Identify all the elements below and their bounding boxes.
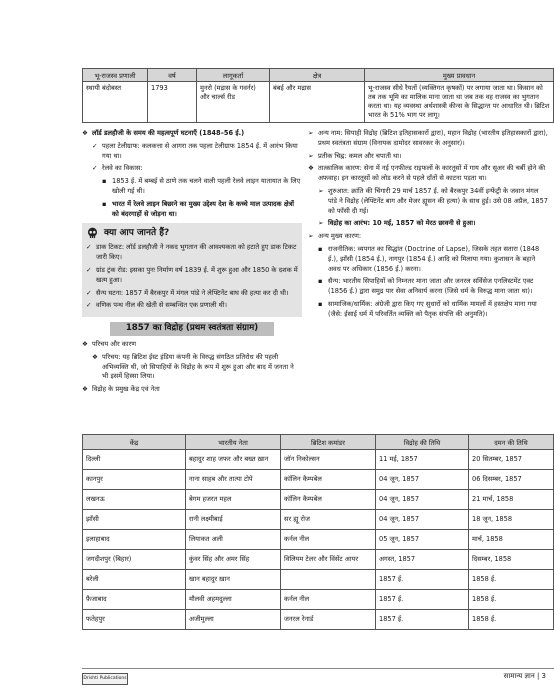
bullet-icon: ❖ xyxy=(82,129,88,137)
bullet-icon: ❖ xyxy=(308,164,314,173)
arrow-icon: ➢ xyxy=(318,186,324,195)
table-cell: नाना साहब और तात्या टोपे xyxy=(186,470,281,490)
list-text: भारत में रेलवे लाइन बिछाने का मुख्य उद्देश्य देश के कच्चे माल उत्पादक क्षेत्रों को बंदरगाहों से जोड़ना था। xyxy=(112,199,294,218)
table-cell: बेगम हजरत महल xyxy=(186,490,281,510)
list-item xyxy=(308,129,548,149)
header-cell: ब्रिटिश कमांडर xyxy=(281,435,376,450)
table-row xyxy=(83,510,554,530)
check-icon: ✓ xyxy=(86,288,92,297)
table-cell: मौलवी अहमदुल्ला xyxy=(186,590,281,610)
table-cell: जगदीशपुर (बिहार) xyxy=(83,550,186,570)
list-item xyxy=(82,200,302,220)
table-row xyxy=(83,490,554,510)
arrow-icon: ➢ xyxy=(318,219,324,228)
table-cell: सर ह्यू रोज xyxy=(281,510,376,530)
header-cell: मुख्य प्रावधान xyxy=(365,69,554,82)
table-cell: रानी लक्ष्मीबाई xyxy=(186,510,281,530)
section-heading: लॉर्ड डलहौजी के समय की महत्वपूर्ण घटनाएँ (1848–56 ई.) xyxy=(92,129,245,137)
list-text: राजनीतिक: व्यपगत का सिद्धांत (Doctrine of Lapse), जिसके तहत सतारा (1848 ई.), झाँसी (1854 ई.), नागपुर (1854 ई.) आदि को मिलाया गया। कुशासन के बहाने अवध पर अधिकार (1856 ई.) करना। xyxy=(328,244,540,273)
footer-divider xyxy=(82,668,554,669)
list-item xyxy=(308,219,548,229)
table-cell: दिसम्बर, 1858 xyxy=(469,550,554,570)
list-text: डाक टिकट: लॉर्ड डलहौजी ने नकद भुगतान की आवश्यकता को हटाते हुए डाक टिकट जारी किए। xyxy=(96,243,297,262)
arrow-icon: ➢ xyxy=(308,232,314,241)
header-cell: क्षेत्र xyxy=(270,69,365,82)
list-item xyxy=(308,152,548,162)
table-cell: विलियम टेलर और विंसेंट आयर xyxy=(281,550,376,570)
revenue-table xyxy=(82,68,554,123)
table-cell: बंबई और मद्रास xyxy=(270,82,365,123)
table-cell: 1793 xyxy=(148,82,197,123)
list-item xyxy=(82,340,302,350)
table-cell: स्थायी बंदोबस्त xyxy=(83,82,148,123)
list-text: रेलवे का विकास: xyxy=(102,164,143,173)
header-cell: भू-राजस्व प्रणाली xyxy=(83,69,148,82)
list-item xyxy=(308,245,548,274)
header-cell: वर्ष xyxy=(148,69,197,82)
list-item xyxy=(82,129,302,139)
table-cell: 1857 ई. xyxy=(376,590,469,610)
bullet-icon: ❖ xyxy=(82,385,88,394)
list-item xyxy=(82,353,302,382)
table-cell: 04 जून, 1857 xyxy=(376,470,469,490)
list-text: विद्रोह के प्रमुख केंद्र एवं नेता xyxy=(92,385,160,394)
publisher-logo: Drishti Publications xyxy=(82,673,128,685)
list-item xyxy=(308,300,548,320)
table-cell: 1857 ई. xyxy=(376,570,469,590)
table-cell: 04 जून, 1857 xyxy=(376,490,469,510)
table-row xyxy=(83,82,554,123)
list-text: पहला टेलीग्राफ: कलकत्ता से आगरा तक पहला टेलीग्राफ 1854 ई. में आरंभ किया गया था। xyxy=(102,141,298,160)
header-cell: भारतीय नेता xyxy=(186,435,281,450)
square-bullet-icon: ▪ xyxy=(318,244,323,253)
right-column xyxy=(308,129,548,323)
check-icon: ✓ xyxy=(86,301,92,310)
table-cell: 1858 ई. xyxy=(469,570,554,590)
list-item xyxy=(308,187,548,216)
list-text: वणिक पन्थ नील की खेती से सम्बन्धित एक प्रणाली थी। xyxy=(96,301,227,310)
list-text: 1853 ई. में बम्बई से ठाणे तक चलने वाली पहली रेलवे लाइन यातायात के लिए खोली गई थी। xyxy=(112,177,301,195)
table-cell: कर्नल नील xyxy=(281,590,376,610)
revolt-table xyxy=(82,434,554,630)
table-cell: 21 मार्च, 1858 xyxy=(469,490,554,510)
list-item xyxy=(86,301,298,311)
table-cell: मुनरो (मद्रास के गवर्नर) और चार्ल्स रीड xyxy=(197,82,270,123)
check-icon: ✓ xyxy=(92,141,98,150)
table-cell xyxy=(281,570,376,590)
list-item xyxy=(308,277,548,297)
table-cell: 04 जून, 1857 xyxy=(376,510,469,530)
box-title-text: क्या आप जानते हैं? xyxy=(104,227,170,238)
square-bullet-icon: ▪ xyxy=(102,177,107,186)
arrow-icon: ➢ xyxy=(308,151,314,160)
header-cell: विद्रोह की तिथि xyxy=(376,435,469,450)
header-cell: लागूकर्ता xyxy=(197,69,270,82)
table-cell: लियाकत अली xyxy=(186,530,281,550)
list-item xyxy=(308,232,548,242)
table-cell: बहादुर शाह जफर और बख्त ख़ान xyxy=(186,450,281,470)
table-cell: फ़ैजाबाद xyxy=(83,590,186,610)
table-cell: कुंवर सिंह और अमर सिंह xyxy=(186,550,281,570)
table-body xyxy=(83,450,554,630)
list-text: परिचय: यह ब्रिटिश ईस्ट इंडिया कंपनी के विरुद्ध संगठित प्रतिरोध की पहली अभिव्यक्ति थी, जो सिपाहियों के विद्रोह के रूप में शुरू हुआ और बाद में जनता ने भी इसमें हिस्सा लिया। xyxy=(102,352,294,381)
arrow-icon: ➢ xyxy=(308,129,314,137)
table-cell: इलाहाबाद xyxy=(83,530,186,550)
list-text: सैन्य घटना: 1857 में बैरकपुर में मंगल पांडे ने लेफ्टिनेंट बाघ की हत्या कर दी थी। xyxy=(96,288,289,297)
table-row xyxy=(83,590,554,610)
table-cell: कॉलिन कैम्पबेल xyxy=(281,490,376,510)
diamond-icon: ❖ xyxy=(92,352,98,361)
table-cell: अगस्त, 1857 xyxy=(376,550,469,570)
check-icon: ✓ xyxy=(86,243,92,252)
table-header xyxy=(83,69,554,82)
check-icon: ✓ xyxy=(92,164,98,173)
list-text: ग्रांड ट्रंक रोड: इसका पुनः निर्माण वर्ष 1839 ई. में शुरू हुआ और 1850 के दशक में खत्म हुआ। xyxy=(96,265,298,284)
square-bullet-icon: ▪ xyxy=(318,277,323,286)
square-bullet-icon: ▪ xyxy=(102,199,107,208)
table-row xyxy=(83,470,554,490)
check-icon: ✓ xyxy=(86,265,92,274)
list-item xyxy=(82,142,302,162)
did-you-know-box xyxy=(82,223,302,317)
list-item xyxy=(86,289,298,299)
list-item xyxy=(82,177,302,197)
table-cell: 1858 ई. xyxy=(469,590,554,610)
table-row xyxy=(83,450,554,470)
table-cell: कॉलिन कैम्पबेल xyxy=(281,470,376,490)
table-row xyxy=(83,570,554,590)
table-row xyxy=(83,550,554,570)
square-bullet-icon: ▪ xyxy=(318,299,323,308)
bullet-icon: ❖ xyxy=(82,339,88,348)
page-number: सामान्य ज्ञान | 3 xyxy=(503,672,546,680)
table-header xyxy=(83,435,554,450)
list-text: परिचय और कारण xyxy=(92,339,137,348)
list-item xyxy=(308,164,548,184)
header-cell: दमन की तिथि xyxy=(469,435,554,450)
table-row xyxy=(83,530,554,550)
table-cell: जनरल रेनार्ड xyxy=(281,610,376,630)
table-cell: झाँसी xyxy=(83,510,186,530)
table-cell: अजीमुल्ला xyxy=(186,610,281,630)
table-cell: दिल्ली xyxy=(83,450,186,470)
table-row xyxy=(83,610,554,630)
section-banner: 1857 का विद्रोह (प्रथम स्वतंत्रता संग्राम) xyxy=(110,322,274,336)
table-cell: 06 दिसम्बर, 1857 xyxy=(469,470,554,490)
table-cell: खान बहादुर ख़ान xyxy=(186,570,281,590)
list-text: अन्य नाम: सिपाही विद्रोह (ब्रिटिश इतिहासकारों द्वारा), महान विद्रोह (भारतीय इतिहासकारों द्वारा), प्रथम स्वतंत्रता संग्राम (विनायक दामोदर सावरकर के अनुसार)। xyxy=(318,129,548,147)
list-item xyxy=(86,243,298,263)
table-cell: कर्नल नील xyxy=(281,530,376,550)
table-cell: 11 मई, 1857 xyxy=(376,450,469,470)
list-text: प्रतीक चिह्न: कमल और चपाती था। xyxy=(318,151,402,160)
table-cell: 05 जून, 1857 xyxy=(376,530,469,550)
table-cell: जॉन निकोल्सन xyxy=(281,450,376,470)
table-cell: फतेहपुर xyxy=(83,610,186,630)
table-cell: 20 सितम्बर, 1857 xyxy=(469,450,554,470)
table-cell: 18 जून, 1858 xyxy=(469,510,554,530)
table-cell: 1857 ई. xyxy=(376,610,469,630)
left-column xyxy=(82,129,302,398)
table-cell: मार्च, 1858 xyxy=(469,530,554,550)
list-text: शुरुआत: क्रांति की चिंगारी 29 मार्च 1857 ई. को बैरकपुर 34वीं इन्फेंट्री के जवान मंगल पांडे ने विद्रोह (लेफ्टिनेंट बाग और मेजर ह्यूसन की हत्या) के साथ हुई। उसे 08 अप्रैल, 1857 को फाँसी दी गई। xyxy=(328,186,548,215)
list-text: सामाजिक/धार्मिक: अंग्रेजी द्वारा किए गए सुधारों को धार्मिक मामलों में हस्तक्षेप माना गया (जैसे: ईसाई धर्म में परिवर्तित व्यक्ति को पैतृक संपत्ति की अनुमति)। xyxy=(328,299,537,318)
list-text: विद्रोह का आरंभ: 10 मई, 1857 को मेरठ छावनी से हुआ। xyxy=(328,219,476,228)
table-cell: भू-राजस्व सीधे रैयतों (व्यक्तिगत कृषकों) पर लगाया जाता था। किसान को तब तक भूमि का मालिक माना जाता था जब तक वह राजस्व का भुगतान करता था। यह व्यवस्था अर्थशास्त्री कीन्स के सिद्धान्त पर आधारित थी। ब्रिटिश भारत के 51% भाग पर लागू। xyxy=(365,82,554,123)
list-item xyxy=(86,266,298,286)
table-cell: कानपुर xyxy=(83,470,186,490)
table-cell: लखनऊ xyxy=(83,490,186,510)
header-cell: केंद्र xyxy=(83,435,186,450)
box-title xyxy=(86,227,298,240)
list-text: तात्कालिक कारण: सेना में नई एनफील्ड राइफलों के कारतूसों में गाय और सूअर की चर्बी होने की अफवाह। इन कारतूसों को लोड करने से पहले दाँतों से काटना पड़ता था। xyxy=(318,164,546,183)
list-item xyxy=(82,164,302,174)
list-text: सैन्य: भारतीय सिपाहियों को निम्नतर माना जाता और जनरल सर्विसेज एनलिस्टमेंट एक्ट (1856 ई.) द्वारा समुद्र पार सेवा अनिवार्य करना (जिसे धर्म के विरुद्ध माना जाता था)। xyxy=(328,277,534,296)
table-cell: बरेली xyxy=(83,570,186,590)
list-item xyxy=(82,385,302,395)
table-cell: 1858 ई. xyxy=(469,610,554,630)
skull-icon xyxy=(86,227,99,240)
list-text: अन्य मुख्य कारण: xyxy=(318,232,362,241)
